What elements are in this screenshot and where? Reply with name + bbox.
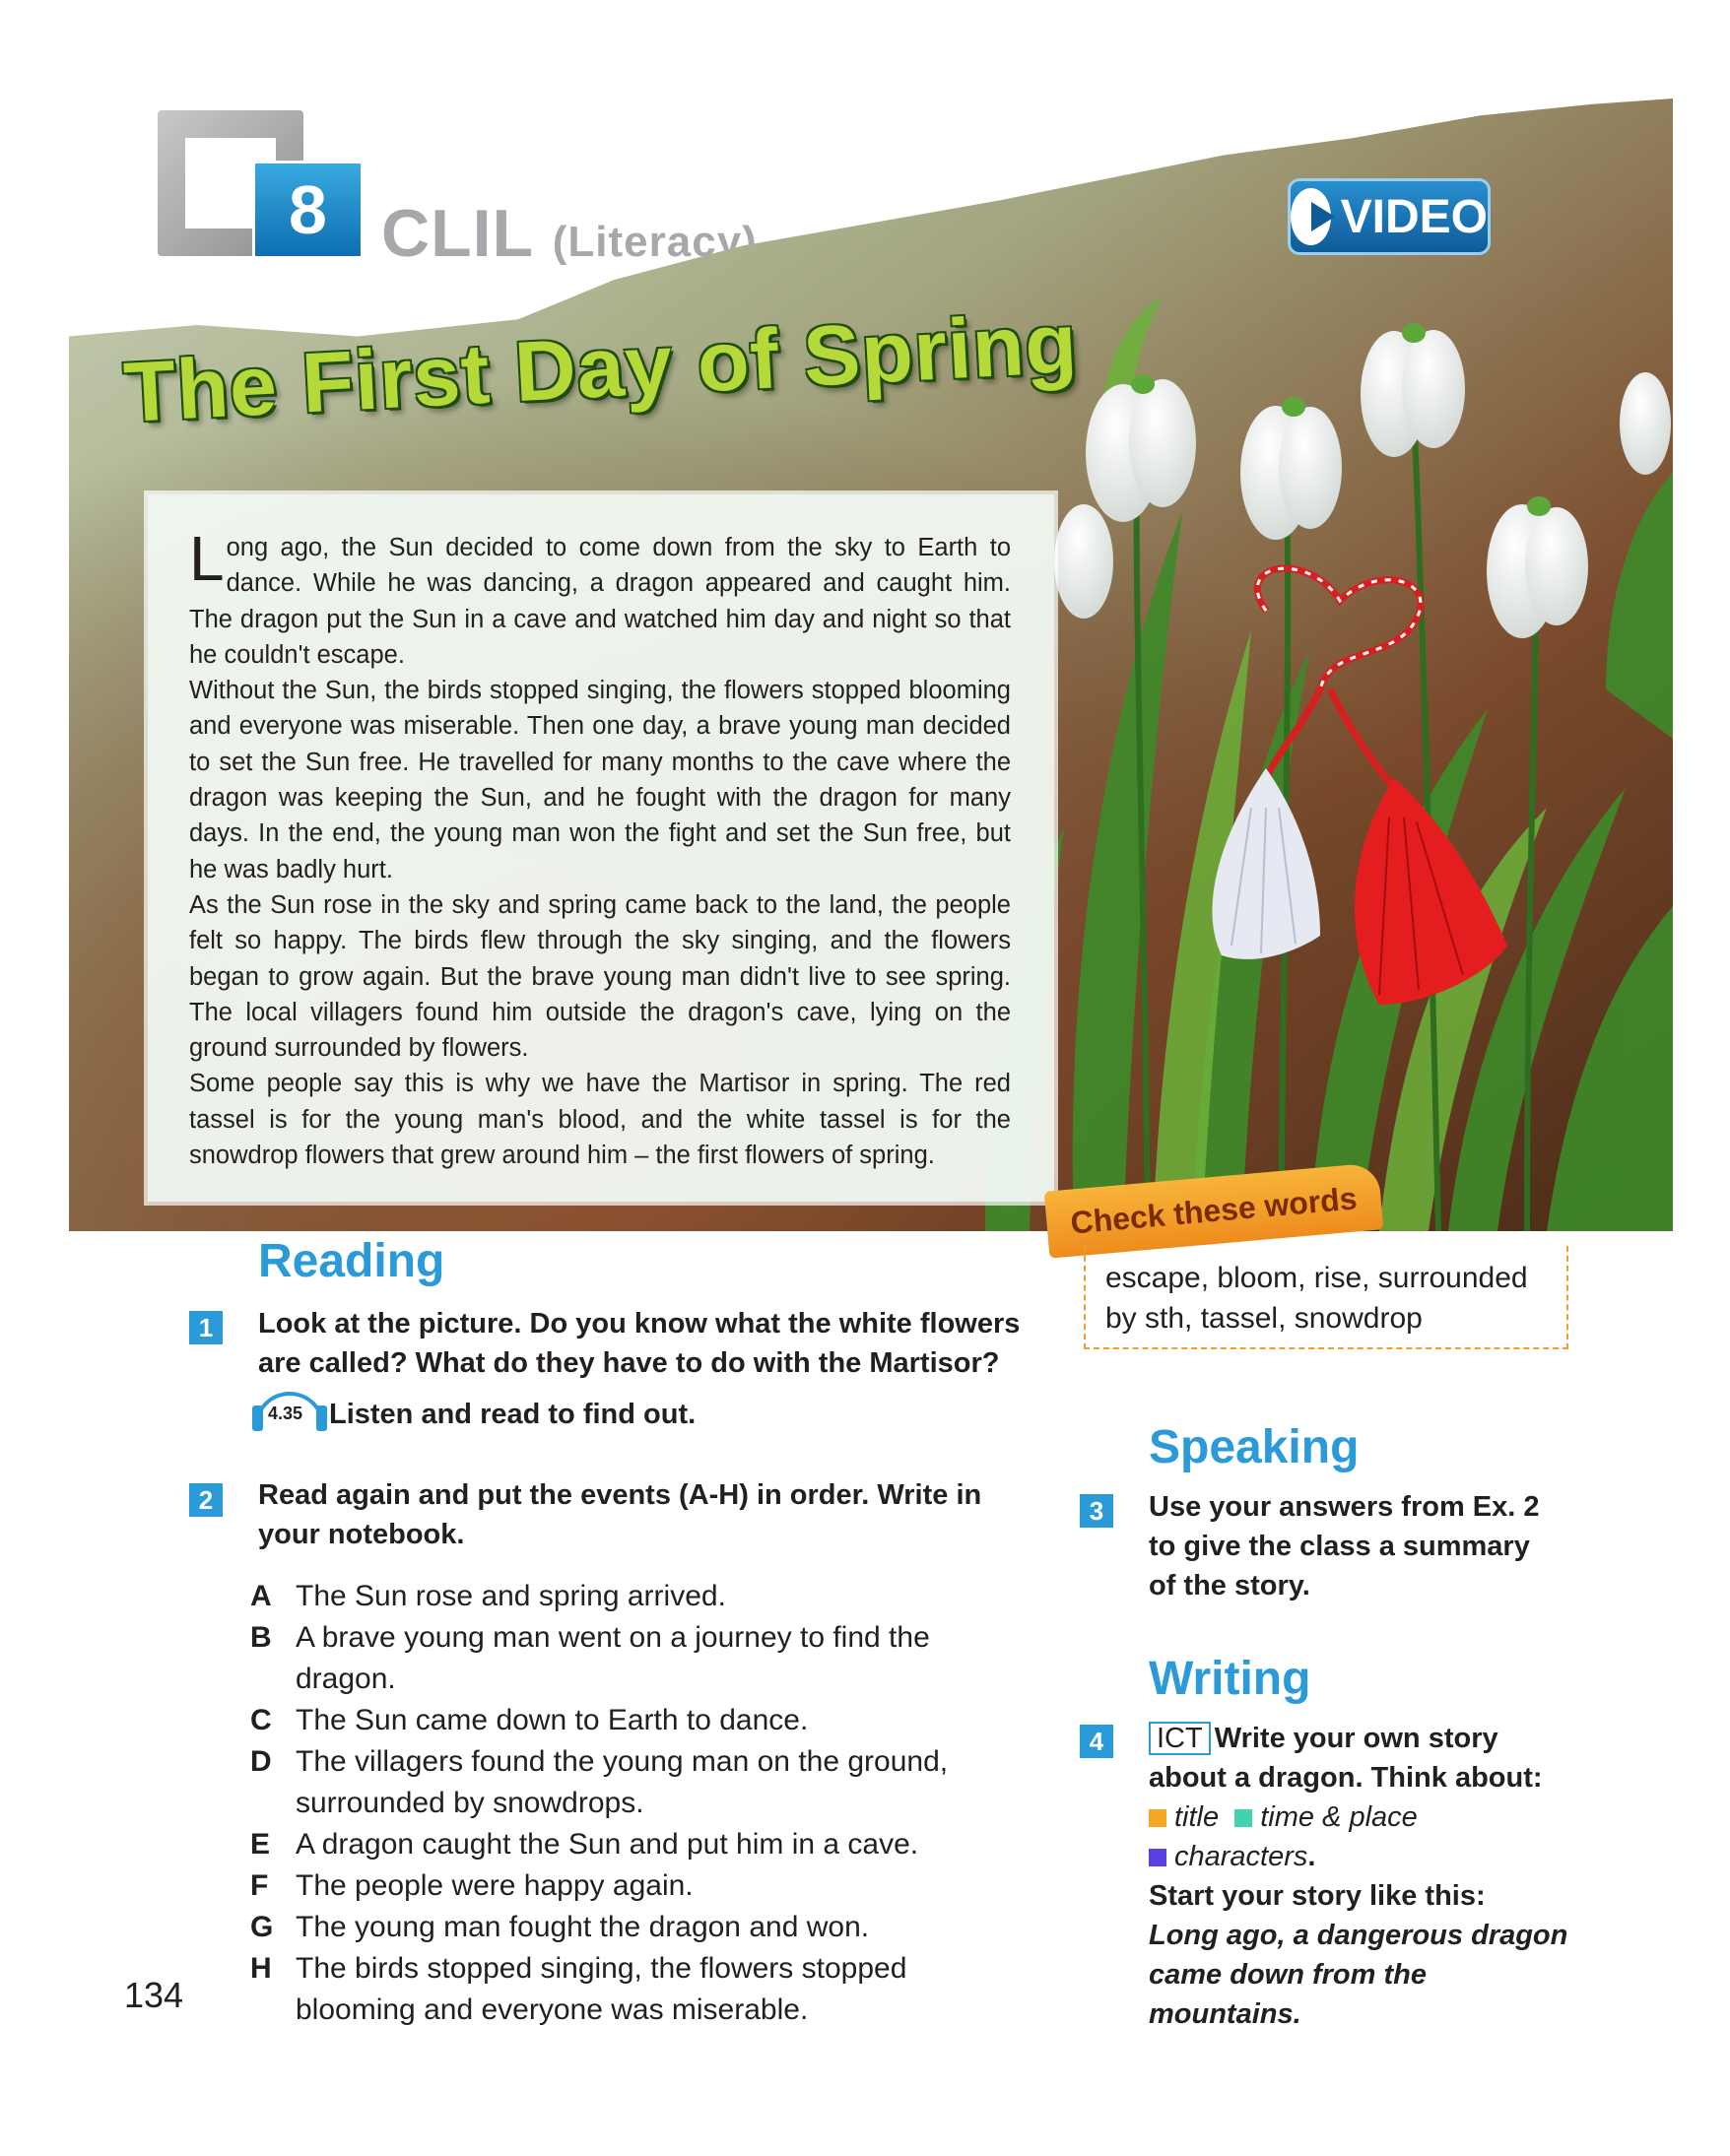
- event-item: [250, 1865, 1019, 1907]
- exercise-3-number: 3: [1080, 1494, 1113, 1528]
- story-title: The First Day of Spring: [121, 295, 1081, 440]
- exercise-1-instruction: Listen and read to find out.: [329, 1399, 697, 1430]
- event-item: [250, 1824, 1019, 1865]
- exercise-2-question: Read again and put the events (A-H) in order. Write in your notebook.: [258, 1479, 982, 1550]
- event-letter: C: [250, 1704, 272, 1736]
- audio-track-number: 4.35: [268, 1404, 303, 1423]
- event-item: [250, 1907, 1019, 1948]
- event-item: [250, 1617, 1019, 1700]
- event-letter: D: [250, 1745, 272, 1778]
- event-item: [250, 1741, 1019, 1824]
- writing-heading: Writing: [1149, 1653, 1311, 1705]
- play-icon: [1291, 188, 1331, 245]
- event-text: The Sun came down to Earth to dance.: [296, 1704, 809, 1736]
- exercise-1-question: Look at the picture. Do you know what the white flowers are called? What do they have to do with the Martisor?: [258, 1308, 1021, 1379]
- section-subject: (Literacy): [552, 218, 758, 266]
- event-text: The people were happy again.: [296, 1869, 694, 1902]
- check-words-tab: Check these words: [1044, 1162, 1384, 1258]
- event-letter: H: [250, 1952, 272, 1985]
- exercise-1-number: 1: [189, 1311, 223, 1344]
- events-list: [250, 1576, 1019, 2031]
- check-words-box: escape, bloom, rise, surrounded by sth, tassel, snowdrop: [1084, 1246, 1568, 1349]
- event-text: A dragon caught the Sun and put him in a cave.: [296, 1828, 919, 1861]
- event-letter: F: [250, 1869, 269, 1902]
- start-label: Start your story like this:: [1149, 1880, 1486, 1912]
- items-end: .: [1307, 1841, 1316, 1872]
- exercise-4-text: Write your own story about a dragon. Think about:: [1149, 1723, 1543, 1794]
- event-text: The birds stopped singing, the flowers stopped blooming and everyone was miserable.: [296, 1952, 907, 2026]
- video-button[interactable]: [1288, 178, 1491, 255]
- audio-track-badge[interactable]: [254, 1392, 325, 1427]
- story-paragraph-2: Without the Sun, the birds stopped singing, the flowers stopped blooming and everyone was miserable. Then one day, a brave young man decided to set the Sun free. He travelled for many months to the cave where the dragon was keeping the Sun, and he fought with the dragon for many days. In the end, the young man won the fight and set the Sun free, but he was badly hurt.: [189, 677, 1011, 883]
- event-text: A brave young man went on a journey to find the dragon.: [296, 1621, 930, 1695]
- section-label: CLIL: [381, 196, 533, 271]
- event-item: [250, 1576, 1019, 1617]
- item-time-place: time & place: [1260, 1801, 1418, 1833]
- speaking-heading: Speaking: [1149, 1421, 1360, 1473]
- event-item: [250, 1948, 1019, 2031]
- event-letter: B: [250, 1621, 272, 1654]
- page-number: 134: [124, 1975, 184, 2015]
- start-text: Long ago, a dangerous dragon came down from the mountains.: [1149, 1920, 1568, 2030]
- characters-bullet-icon: [1149, 1849, 1166, 1866]
- event-item: [250, 1700, 1019, 1741]
- event-letter: E: [250, 1828, 271, 1861]
- event-text: The Sun rose and spring arrived.: [296, 1580, 726, 1612]
- reading-heading: Reading: [258, 1235, 445, 1287]
- event-letter: A: [250, 1580, 272, 1612]
- item-title: title: [1174, 1801, 1220, 1833]
- drop-cap: L: [189, 523, 225, 594]
- title-bullet-icon: [1149, 1809, 1166, 1827]
- event-text: The villagers found the young man on the ground, surrounded by snowdrops.: [296, 1745, 949, 1819]
- video-label: VIDEO: [1340, 190, 1488, 243]
- story-paragraph-1: [189, 523, 1011, 673]
- event-text: The young man fought the dragon and won.: [296, 1911, 870, 1943]
- ict-badge: ICT: [1149, 1722, 1211, 1755]
- item-characters: characters: [1174, 1841, 1308, 1872]
- exercise-3-text: Use your answers from Ex. 2 to give the class a summary of the story.: [1149, 1491, 1540, 1601]
- time-place-bullet-icon: [1234, 1809, 1252, 1827]
- story-paragraph-3: As the Sun rose in the sky and spring came back to the land, the people felt so happy. The birds flew through the sky singing, and the flowers began to grow again. But the brave young man didn't live to see spring. The local villagers found him outside the dragon's cave, lying on the ground surrounded by flowers.: [189, 890, 1011, 1063]
- story-text-box: [148, 494, 1054, 1202]
- story-paragraph-1-text: ong ago, the Sun decided to come down from the sky to Earth to dance. While he was dancing, a dragon appeared and caught him. The dragon put the Sun in a cave and watched him day and night so that he couldn't escape.: [189, 534, 1011, 669]
- unit-number: 8: [252, 161, 364, 259]
- event-letter: G: [250, 1911, 274, 1943]
- exercise-4-block: [1149, 1719, 1572, 2034]
- exercise-2-number: 2: [189, 1483, 223, 1517]
- story-paragraph-4: Some people say this is why we have the Martisor in spring. The red tassel is for the young man's blood, and the white tassel is for the snowdrop flowers that grew around him – the first flowers of spring.: [189, 1070, 1011, 1170]
- exercise-4-number: 4: [1080, 1725, 1113, 1758]
